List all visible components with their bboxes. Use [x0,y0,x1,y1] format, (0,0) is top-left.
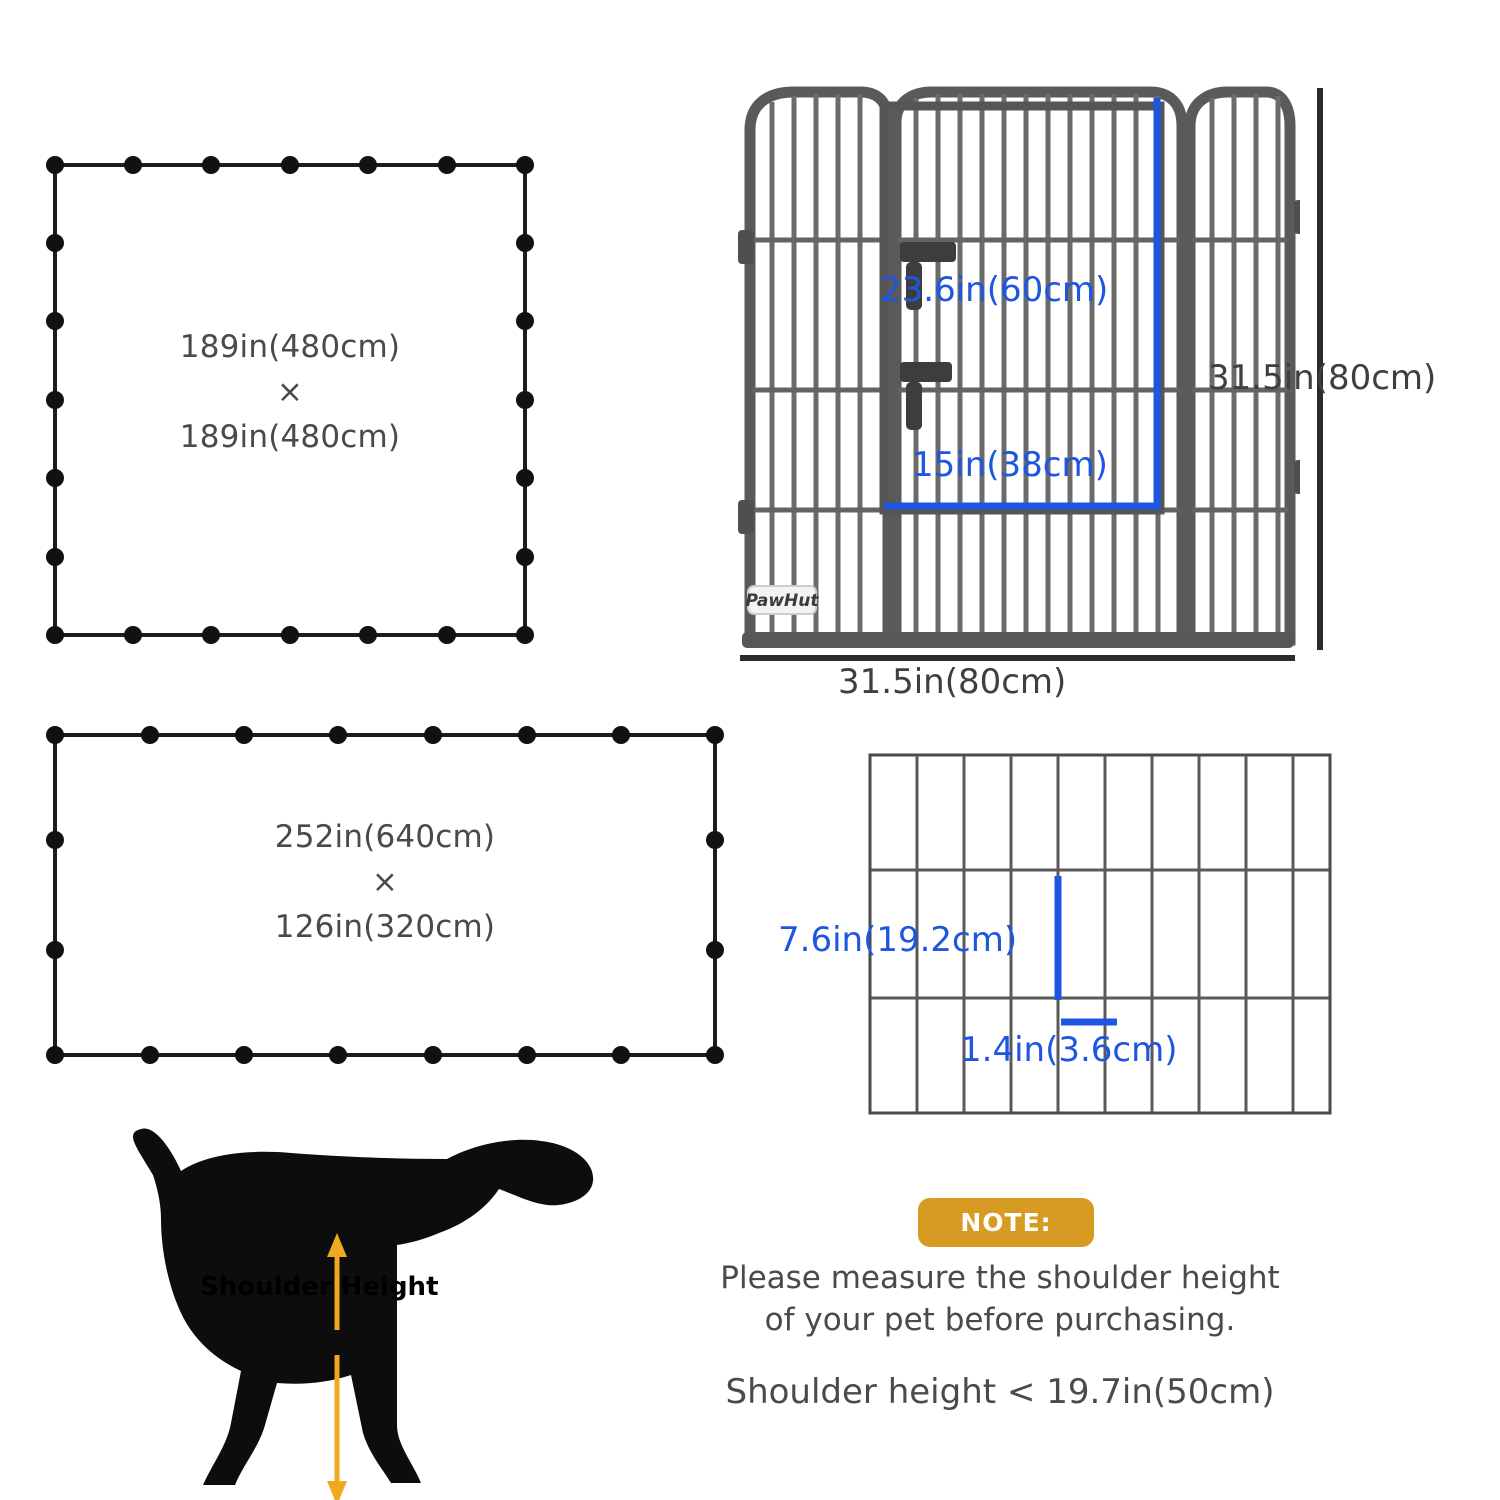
mesh-bar-height-dimension: 7.6in(19.2cm) [778,920,1018,960]
note-line-3: Shoulder height < 19.7in(50cm) [725,1372,1275,1412]
rectangle-layout-label [55,815,715,950]
note-text [620,1258,1380,1342]
square-layout-multiply: × [276,373,304,410]
rectangle-layout-dim1: 252in(640cm) [274,819,496,855]
square-layout-dim1: 189in(480cm) [179,329,401,365]
square-layout-label [55,325,525,460]
note-line-2: of your pet before purchasing. [764,1301,1236,1338]
panel-width-dimension: 31.5in(80cm) [838,662,1067,702]
note-line-1: Please measure the shoulder height [720,1260,1280,1296]
rectangle-layout-multiply: × [371,863,399,900]
rectangle-layout-dim2: 126in(320cm) [274,908,496,945]
svg-text:PawHut: PawHut [745,591,819,611]
shoulder-height-label: Shoulder Height [200,1272,439,1302]
square-layout-dim2: 189in(480cm) [179,418,401,455]
dog-silhouette [95,1115,615,1500]
door-height-dimension: 23.6in(60cm) [880,270,1109,310]
panel-height-dimension: 31.5in(80cm) [1208,358,1437,398]
mesh-bar-gap-dimension: 1.4in(3.6cm) [960,1030,1178,1070]
note-badge: NOTE: [918,1198,1094,1247]
door-width-dimension: 15in(38cm) [912,445,1108,485]
